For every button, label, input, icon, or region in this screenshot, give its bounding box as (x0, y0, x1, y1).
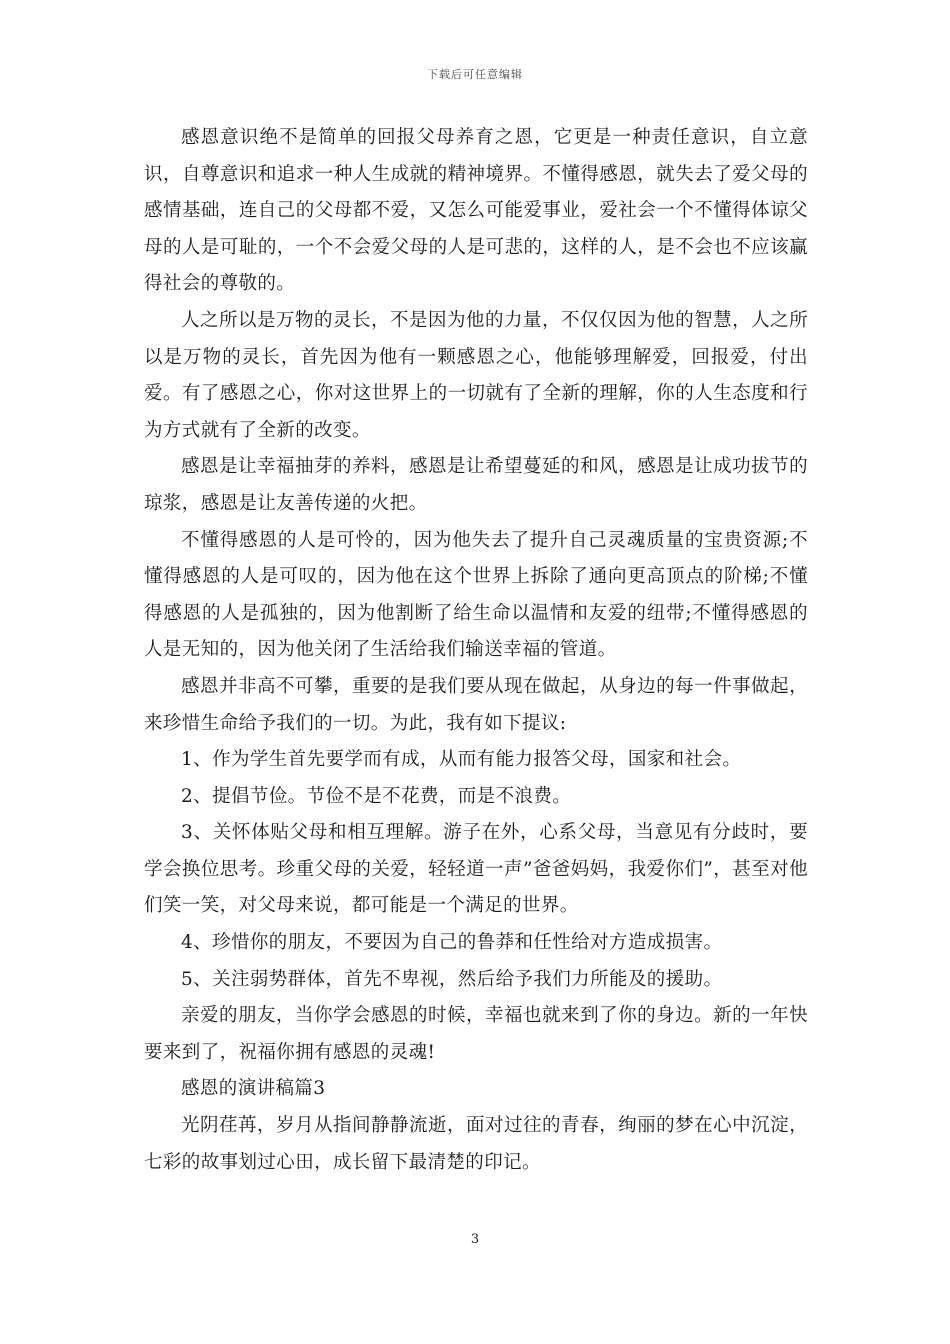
proposal-item-1: 1、作为学生首先要学而有成，从而有能力报答父母，国家和社会。 (181, 749, 742, 771)
paragraph-proposal-intro: 感恩并非高不可攀，重要的是我们要从现在做起，从身边的每一件事做起，来珍惜生命给予我们的一切。为此，我有如下提议: (144, 675, 808, 734)
proposal-item-2: 2、提倡节俭。节俭不是不花费，而是不浪费。 (181, 785, 572, 807)
page-header-note: 下载后可任意编辑 (427, 68, 523, 81)
proposal-item-3: 3、关怀体贴父母和相互理解。游子在外，心系父母，当意见有分歧时，要学会换位思考。珍重父母的关爱，轻轻道一声”爸爸妈妈，我爱你们”，甚至对他们笑一笑，对父母来说，都可能是一个满足的世界。 (144, 822, 808, 917)
document-body (144, 120, 808, 1181)
proposal-item-4: 4、珍惜你的朋友，不要因为自己的鲁莽和任性给对方造成损害。 (181, 932, 723, 954)
paragraph-grateful-heart: 人之所以是万物的灵长，不是因为他的力量，不仅仅因为他的智慧，人之所以是万物的灵长，首先因为他有一颗感恩之心，他能够理解爱，回报爱，付出爱。有了感恩之心，你对这世界上的一切就有了全新的理解，你的人生态度和行为方式就有了全新的改变。 (144, 309, 808, 441)
section-heading-speech-3: 感恩的演讲稿篇3 (181, 1078, 326, 1100)
page-number: 3 (470, 1232, 480, 1247)
paragraph-ungrateful-people: 不懂得感恩的人是可怜的，因为他失去了提升自己灵魂质量的宝贵资源;不懂得感恩的人是可叹的，因为他在这个世界上拆除了通向更高顶点的阶梯;不懂得感恩的人是孤独的，因为他割断了给生命以温情和友爱的纽带;不懂得感恩的人是无知的，因为他关闭了生活给我们输送幸福的管道。 (144, 529, 808, 661)
paragraph-gratitude-consciousness: 感恩意识绝不是简单的回报父母养育之恩，它更是一种责任意识，自立意识，自尊意识和追求一种人生成就的精神境界。不懂得感恩，就失去了爱父母的感情基础，连自己的父母都不爱，又怎么可能爱事业，爱社会一个不懂得体谅父母的人是可耻的，一个不会爱父母的人是可悲的，这样的人，是不会也不应该赢得社会的尊敬的。 (144, 127, 808, 295)
proposal-item-5: 5、关注弱势群体，首先不卑视，然后给予我们力所能及的援助。 (181, 968, 723, 990)
paragraph-time-passing: 光阴荏苒，岁月从指间静静流逝，面对过往的青春，绚丽的梦在心中沉淀，七彩的故事划过心田，成长留下最清楚的印记。 (144, 1115, 808, 1173)
paragraph-closing-wish: 亲爱的朋友，当你学会感恩的时候，幸福也就来到了你的身边。新的一年快要来到了，祝福你拥有感恩的灵魂! (144, 1005, 808, 1063)
paragraph-gratitude-metaphors: 感恩是让幸福抽芽的养料，感恩是让希望蔓延的和风，感恩是让成功拔节的琼浆，感恩是让友善传递的火把。 (144, 456, 808, 514)
